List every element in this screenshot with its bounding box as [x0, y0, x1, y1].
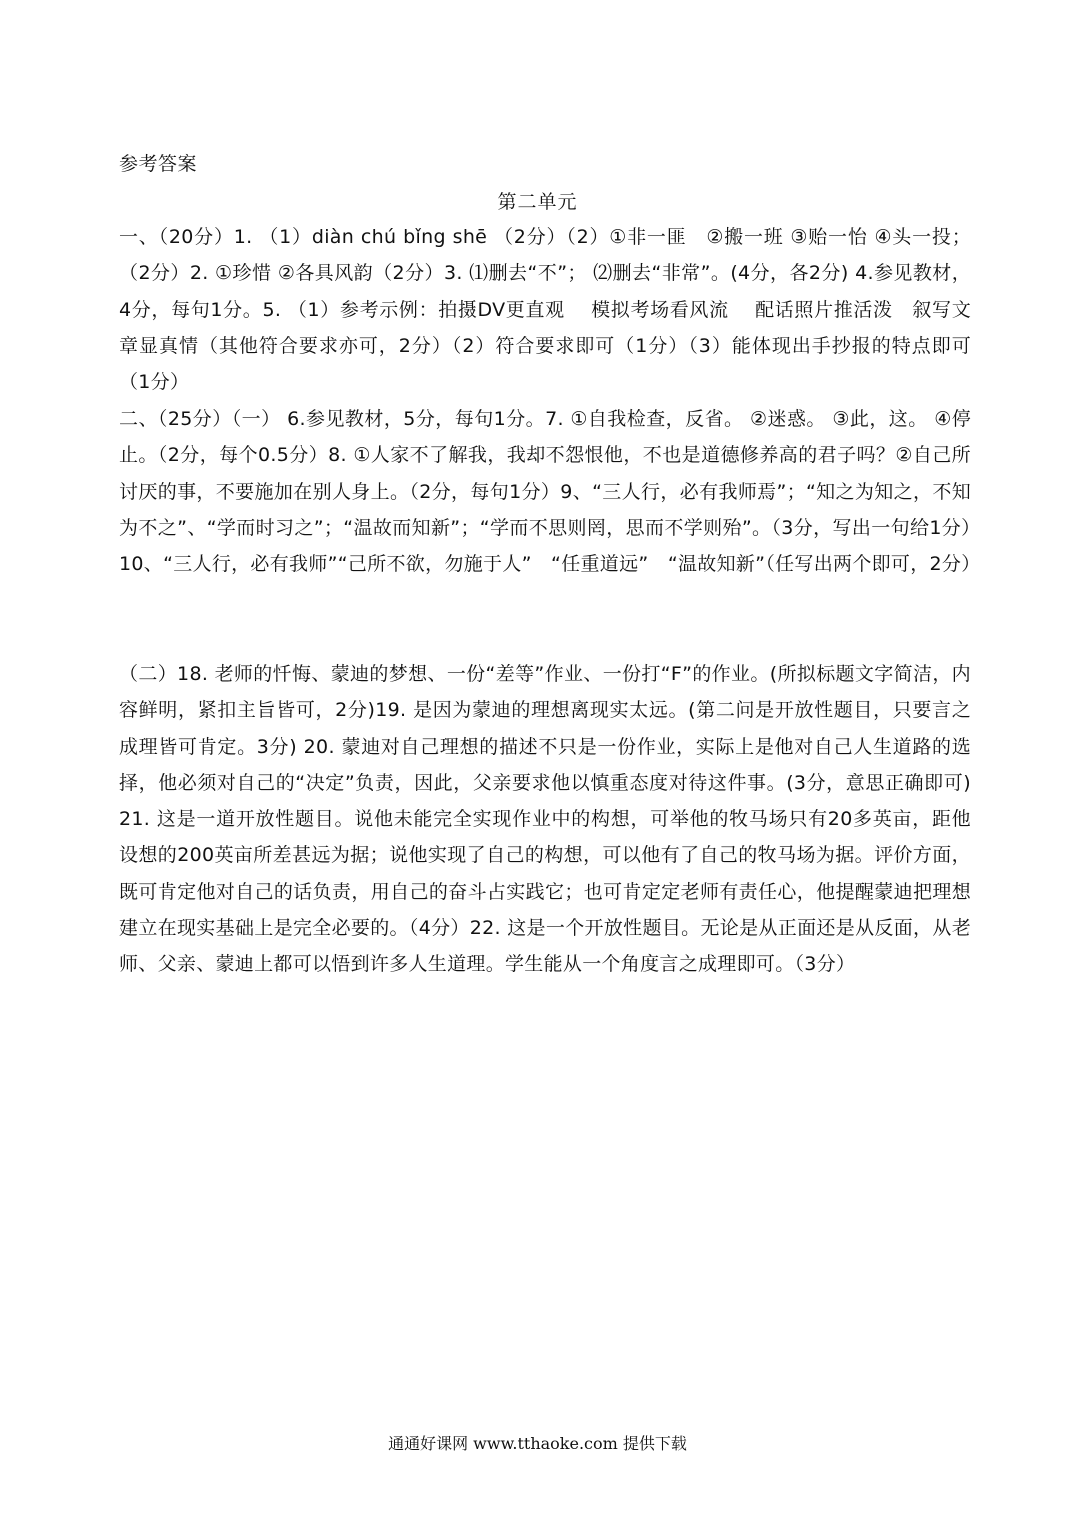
unit-title: 第二单元 — [497, 191, 578, 213]
section-2-answers: 二、（25分）（一） 6.参见教材，5分，每句1分。7. ①自我检查，反省。 ②迷惑。 ③此，这。 ④停止。（2分，每个0.5分）8. ①人家不了解我，我却不怨恨他，不也是道德修养高的君子吗？②自己所讨厌的事，不要施加在别人身上。（2分，每句1分）9、“三人行，必有我师焉”；“知之为知之，不知为不之”、“学而时习之”；“温故而知新”；“学而不思则罔，思而不学则殆”。（3分，写出一句给1分） 10、“三人行，必有我师”“己所不欲，勿施于人” “任重道远” “温故知新”（任写出两个即可，2分） — [119, 408, 997, 576]
page-footer: 通通好课网 www.tthaoke.com 提供下载 — [388, 1434, 687, 1453]
section-3-answers: （二）18. 老师的忏悔、蒙迪的梦想、一份“差等”作业、一份打“F”的作业。(所拟标题文字简洁，内容鲜明，紧扣主旨皆可，2分)19. 是因为蒙迪的理想离现实太远。(第二问是开放性题目，只要言之成理皆可肯定。3分) 20. 蒙迪对自己理想的描述不只是一份作业，实际上是他对自己人生道路的选择，他必须对自己的“决定”负责，因此，父亲要求他以慎重态度对待这件事。(3分，意思正确即可) 21. 这是一道开放性题目。说他未能完全实现作业中的构想，可举他的牧马场只有20多英亩，距他设想的200英亩所差甚远为据；说他实现了自己的构想，可以他有了自己的牧马场为据。评价方面，既可肯定他对自己的话负责，用自己的奋斗占实践它；也可肯定定老师有责任心，他提醒蒙迪把理想建立在现实基础上是完全必要的。（4分）22. 这是一个开放性题目。无论是从正面还是从反面，从老师、父亲、蒙迪上都可以悟到许多人生道理。学生能从一个角度言之成理即可。（3分） — [119, 663, 971, 976]
answer-key-heading: 参考答案 — [119, 153, 198, 175]
section-1-answers: 一、（20分）1. （1）diàn chú bǐng shē （2分）（2）①非一匪 ②搬一班 ③贻一怡 ④头一投；（2分）2. ①珍惜 ②各具风韵（2分）3. ⑴删去“不”； ⑵删去“非常”。(4分，各2分) 4.参见教材，4分，每句1分。5. （1）参考示例：拍摄DV更直观 模拟考场看风流 配话照片推活泼 叙写文章显真情（其他符合要求亦可，2分）（2）符合要求即可（1分）（3）能体现出手抄报的特点即可（1分） — [119, 226, 971, 394]
